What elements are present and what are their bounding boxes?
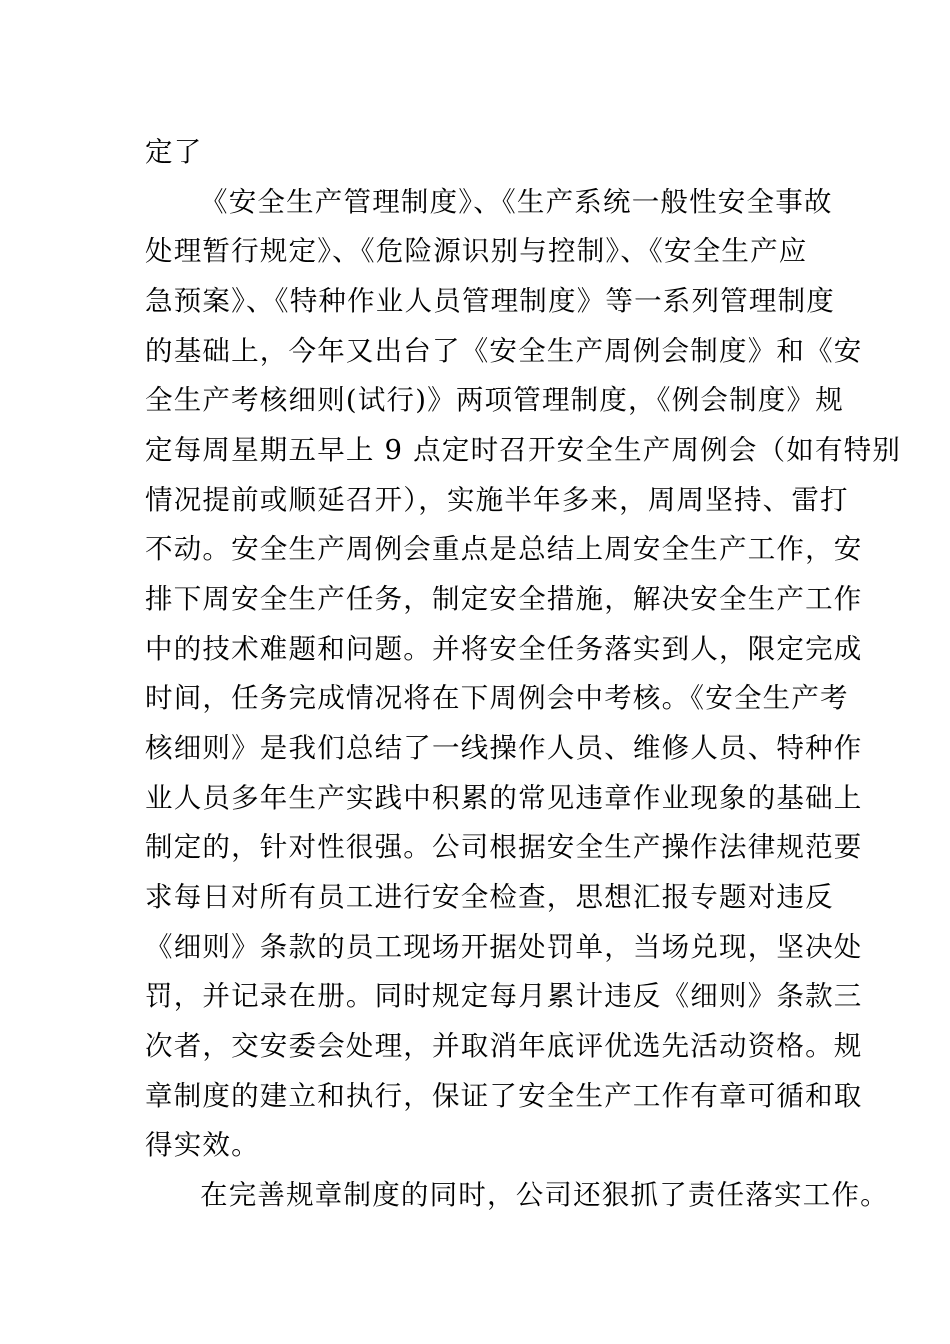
text-line: 《细则》条款的员工现场开据处罚单，当场兑现，坚决处 bbox=[145, 931, 863, 963]
text-line: 次者，交安委会处理，并取消年底评优选先活动资格。规 bbox=[145, 1030, 863, 1062]
text-line: 全生产考核细则(试行)》两项管理制度，《例会制度》规 bbox=[145, 384, 844, 416]
paragraph-first-line: 《安全生产管理制度》、《生产系统一般性安全事故 bbox=[200, 186, 833, 218]
text-line: 求每日对所有员工进行安全检查，思想汇报专题对违反 bbox=[145, 881, 834, 913]
text-line: 定每周星期五早上 9 点定时召开安全生产周例会（如有特别 bbox=[145, 434, 902, 466]
text-line: 业人员多年生产实践中积累的常见违章作业现象的基础上 bbox=[145, 782, 863, 814]
text-line: 的基础上，今年又出台了《安全生产周例会制度》和《安 bbox=[145, 335, 863, 367]
text-line: 时间，任务完成情况将在下周例会中考核。《安全生产考 bbox=[145, 682, 849, 714]
text-line: 制定的，针对性很强。公司根据安全生产操作法律规范要 bbox=[145, 831, 863, 863]
text-line: 情况提前或顺延召开），实施半年多来，周周坚持、雷打 bbox=[145, 484, 849, 516]
text-line: 急预案》、《特种作业人员管理制度》等一系列管理制度 bbox=[145, 285, 835, 317]
text-line: 排下周安全生产任务，制定安全措施，解决安全生产工作 bbox=[145, 583, 863, 615]
text-line: 定了 bbox=[145, 136, 203, 168]
text-line: 处理暂行规定》、《危险源识别与控制》、《安全生产应 bbox=[145, 235, 808, 267]
text-line: 中的技术难题和问题。并将安全任务落实到人，限定完成 bbox=[145, 633, 863, 665]
text-line: 得实效。 bbox=[145, 1129, 260, 1161]
text-line: 罚，并记录在册。同时规定每月累计违反《细则》条款三 bbox=[145, 980, 863, 1012]
text-line: 核细则》是我们总结了一线操作人员、维修人员、特种作 bbox=[145, 732, 863, 764]
paragraph-first-line: 在完善规章制度的同时，公司还狠抓了责任落实工作。 bbox=[200, 1179, 889, 1211]
text-line: 不动。安全生产周例会重点是总结上周安全生产工作，安 bbox=[145, 533, 863, 565]
text-line: 章制度的建立和执行，保证了安全生产工作有章可循和取 bbox=[145, 1080, 863, 1112]
